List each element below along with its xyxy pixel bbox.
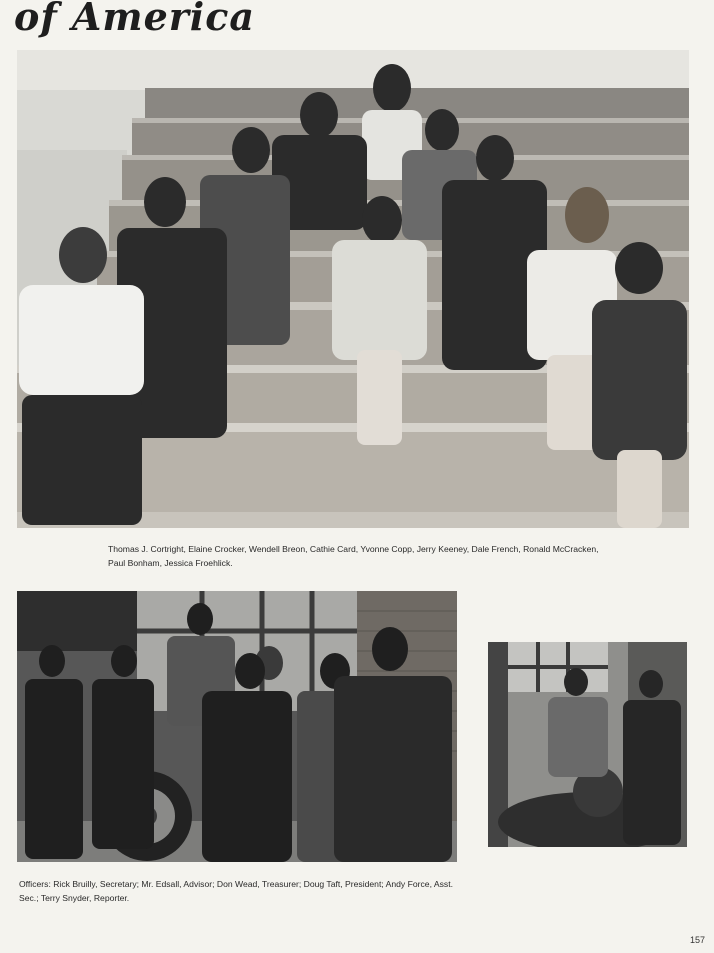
group-photo-bleachers bbox=[17, 50, 689, 528]
page-title: of America bbox=[14, 0, 256, 39]
group-photo-caption: Thomas J. Cortright, Elaine Crocker, Wendell Breon, Cathie Card, Yvonne Copp, Jerry Keeney, Dale French, Ronald McCracken, Paul Bonham, Jessica Froehlick. bbox=[108, 544, 599, 568]
page-number: 157 bbox=[689, 935, 705, 945]
officers-photo-caption: Officers: Rick Bruilly, Secretary; Mr. Edsall, Advisor; Don Wead, Treasurer; Doug Taft, President; Andy Force, Asst. Sec.; Terry Snyder, Reporter. bbox=[19, 879, 453, 903]
tractor-photo bbox=[488, 642, 687, 847]
officers-photo bbox=[17, 591, 457, 862]
